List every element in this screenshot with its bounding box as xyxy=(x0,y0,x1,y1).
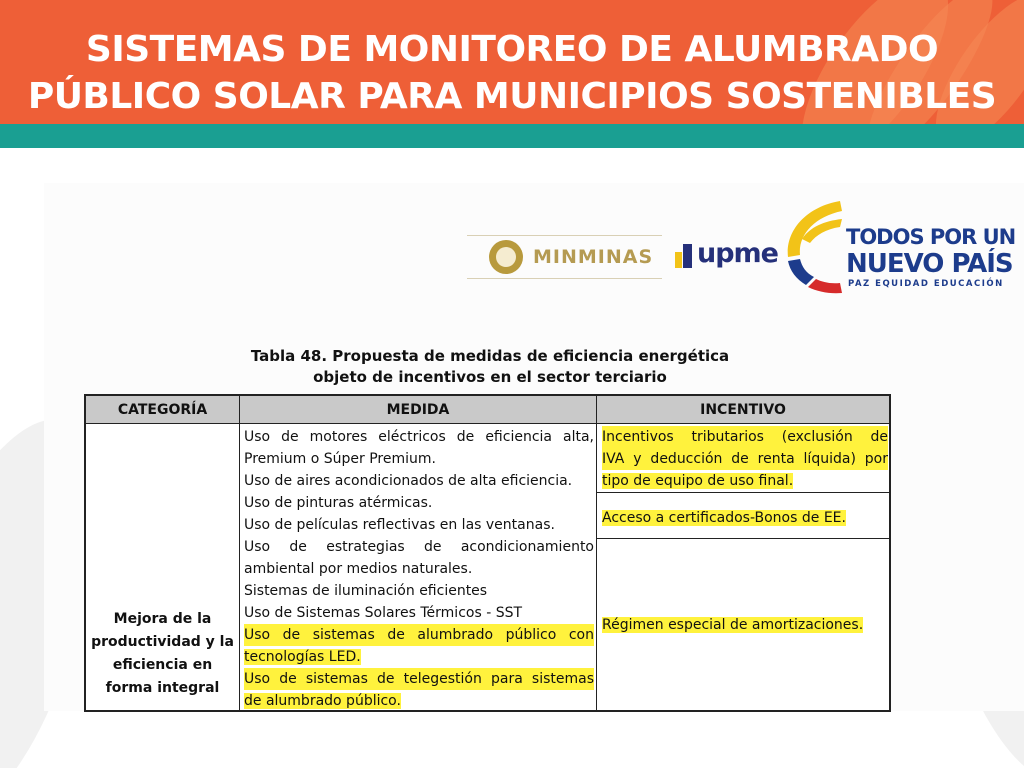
todos-por-un-nuevo-pais-logo xyxy=(780,197,1016,297)
header-incentivo: INCENTIVO xyxy=(597,396,889,424)
incentivo-line-highlighted xyxy=(602,507,888,529)
logo-line-todos: TODOS POR UN xyxy=(846,225,1016,249)
incentivo-cell-2 xyxy=(602,507,888,529)
table-title-line1: Tabla 48. Propuesta de medidas de eficiencia energética xyxy=(250,347,730,365)
slide-title-line2: PÚBLICO SOLAR PARA MUNICIPIOS SOSTENIBLES xyxy=(27,76,997,117)
table-title-line2: objeto de incentivos en el sector terciario xyxy=(313,368,667,386)
measures-table xyxy=(84,394,891,712)
column-divider xyxy=(596,396,597,710)
incentivo-line-highlighted: Incentivos tributarios (exclusión de xyxy=(602,426,888,448)
incentivo-line-highlighted xyxy=(602,470,888,492)
table-title xyxy=(160,346,820,388)
logo-line-motto: PAZ EQUIDAD EDUCACIÓN xyxy=(848,279,1004,289)
medida-line-highlighted xyxy=(244,690,594,712)
highlighted-text: Acceso a certificados-Bonos de EE. xyxy=(602,510,846,526)
medida-cell xyxy=(244,426,594,712)
incentivo-line-highlighted: IVA y deducción de renta líquida) por xyxy=(602,448,888,470)
title-banner xyxy=(0,0,1024,124)
medida-line-highlighted: Uso de sistemas de alumbrado público con xyxy=(244,624,594,646)
highlighted-text: de alumbrado público. xyxy=(244,693,401,709)
accent-bar xyxy=(0,124,1024,148)
medida-line: Sistemas de iluminación eficientes xyxy=(244,583,488,599)
category-line: productividad y la xyxy=(91,634,234,650)
slide-title xyxy=(0,26,1024,120)
coat-of-arms-icon xyxy=(489,240,523,274)
flag-arc-icon xyxy=(780,197,846,295)
incentivo-line-highlighted xyxy=(602,614,888,636)
medida-line: Uso de películas reflectivas en las ventanas. xyxy=(244,517,555,533)
upme-mark-icon xyxy=(675,244,695,270)
row-divider xyxy=(597,492,889,493)
medida-line: Premium o Súper Premium. xyxy=(244,451,436,467)
highlighted-text: tecnologías LED. xyxy=(244,649,361,665)
medida-line: Uso de motores eléctricos de eficiencia alta, xyxy=(244,429,594,445)
upme-label: upme xyxy=(697,238,778,269)
incentivo-cell-3 xyxy=(602,614,888,636)
category-cell xyxy=(86,608,239,700)
header-categoria: CATEGORÍA xyxy=(86,396,239,424)
header-medida: MEDIDA xyxy=(240,396,596,424)
highlighted-text: tipo de equipo de uso final. xyxy=(602,473,794,489)
medida-line: ambiental por medios naturales. xyxy=(244,561,473,577)
medida-line: Uso de Sistemas Solares Térmicos - SST xyxy=(244,605,523,621)
incentivo-cell-1 xyxy=(602,426,888,492)
upme-logo xyxy=(675,238,778,280)
logo-line-nuevo-pais: NUEVO PAÍS xyxy=(846,249,1013,279)
highlighted-text: Régimen especial de amortizaciones. xyxy=(602,617,864,633)
category-line: eficiencia en xyxy=(112,657,213,673)
category-line: Mejora de la xyxy=(113,611,212,627)
column-divider xyxy=(239,396,240,710)
medida-line-highlighted: Uso de sistemas de telegestión para sistemas xyxy=(244,668,594,690)
row-divider xyxy=(597,538,889,539)
minminas-label: MINMINAS xyxy=(533,246,654,268)
minminas-logo xyxy=(467,235,662,279)
slide-title-line1: SISTEMAS DE MONITOREO DE ALUMBRADO xyxy=(85,29,939,70)
medida-line-highlighted xyxy=(244,646,594,668)
medida-line: Uso de pinturas atérmicas. xyxy=(244,495,433,511)
category-line: forma integral xyxy=(105,680,220,696)
medida-line: Uso de estrategias de acondicionamiento xyxy=(244,539,594,555)
medida-line: Uso de aires acondicionados de alta eficiencia. xyxy=(244,473,573,489)
